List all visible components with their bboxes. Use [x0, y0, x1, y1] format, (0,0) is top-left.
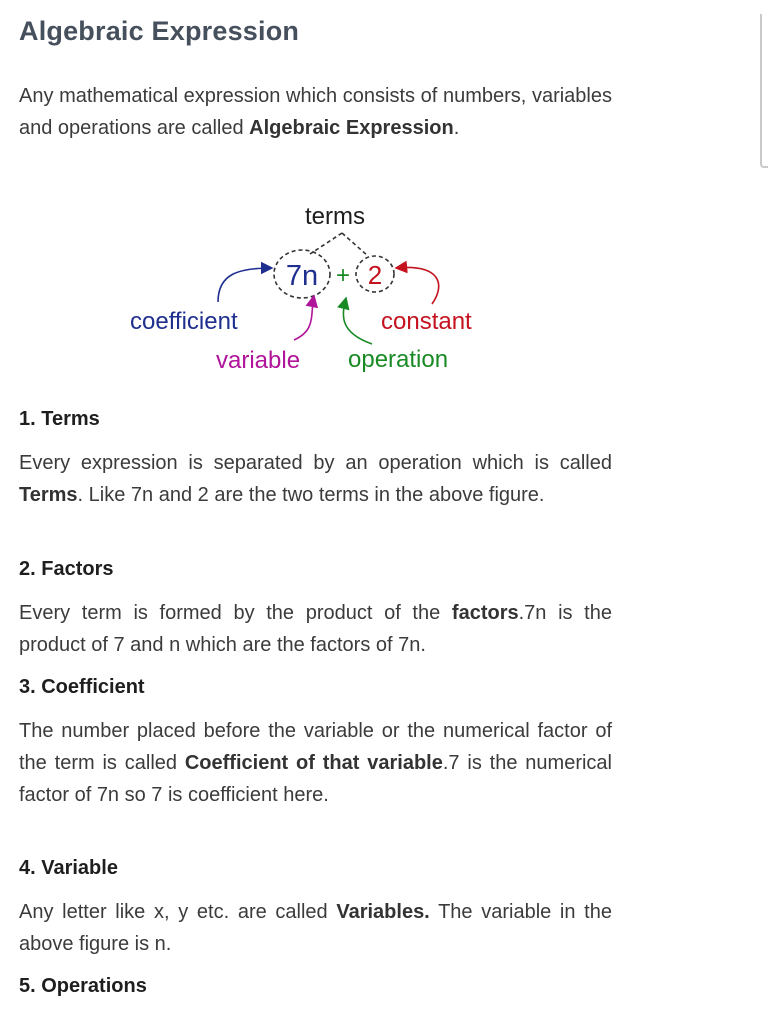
intro-paragraph: [19, 80, 612, 144]
intro-end: .: [453, 117, 460, 139]
terms-branch-left: [310, 233, 342, 254]
terms-text-2: . Like 7n and 2 are the two terms in the above figure.: [77, 484, 545, 506]
variable-text-2: The variable in the above figure is n.: [19, 901, 612, 955]
intro-text: Any mathematical expression which consists of numbers, variables and operations are called: [19, 85, 612, 139]
coefficient-text-1: The number placed before the variable or the numerical factor of the term is called: [19, 720, 612, 774]
paragraph-factors: [19, 597, 612, 661]
variable-arrow: [294, 296, 314, 340]
term1-text: 7n: [285, 260, 319, 292]
coefficient-arrow: [218, 268, 272, 302]
paragraph-coefficient: [19, 715, 612, 811]
page-title: Algebraic Expression: [19, 16, 300, 46]
label-variable: variable: [216, 347, 301, 374]
operation-plus: +: [335, 262, 351, 289]
terms-branch-right: [342, 233, 368, 256]
heading-operations: 5. Operations: [19, 975, 147, 997]
factors-text-1: Every term is formed by the product of the: [19, 602, 452, 624]
intro-bold-term: Algebraic Expression: [249, 117, 454, 139]
variable-text-1: Any letter like x, y etc. are called: [19, 901, 337, 923]
label-operation: operation: [348, 346, 449, 373]
constant-arrow: [396, 267, 439, 304]
paragraph-variable: [19, 896, 612, 960]
term2-text: 2: [367, 260, 383, 290]
heading-terms: 1. Terms: [19, 408, 100, 430]
heading-variable: 4. Variable: [19, 857, 118, 879]
variable-bold: Variables.: [336, 901, 430, 923]
label-terms: terms: [305, 203, 365, 230]
terms-bold: Terms: [19, 484, 78, 506]
label-coefficient: coefficient: [130, 308, 238, 335]
heading-coefficient: 3. Coefficient: [19, 676, 145, 698]
scrollbar[interactable]: [760, 14, 768, 168]
terms-text-1: Every expression is separated by an operation which is called: [19, 452, 612, 474]
operation-arrow: [343, 298, 372, 344]
coefficient-bold: Coefficient of that variable: [184, 752, 443, 774]
paragraph-terms: [19, 447, 612, 511]
coefficient-text-2: .7 is the numerical factor of 7n so 7 is coefficient here.: [19, 752, 612, 806]
factors-bold: factors: [451, 602, 519, 624]
algebraic-expression-diagram: [110, 190, 510, 390]
label-constant: constant: [381, 308, 472, 335]
factors-text-2: .7n is the product of 7 and n which are the factors of 7n.: [19, 602, 612, 656]
heading-factors: 2. Factors: [19, 558, 114, 580]
